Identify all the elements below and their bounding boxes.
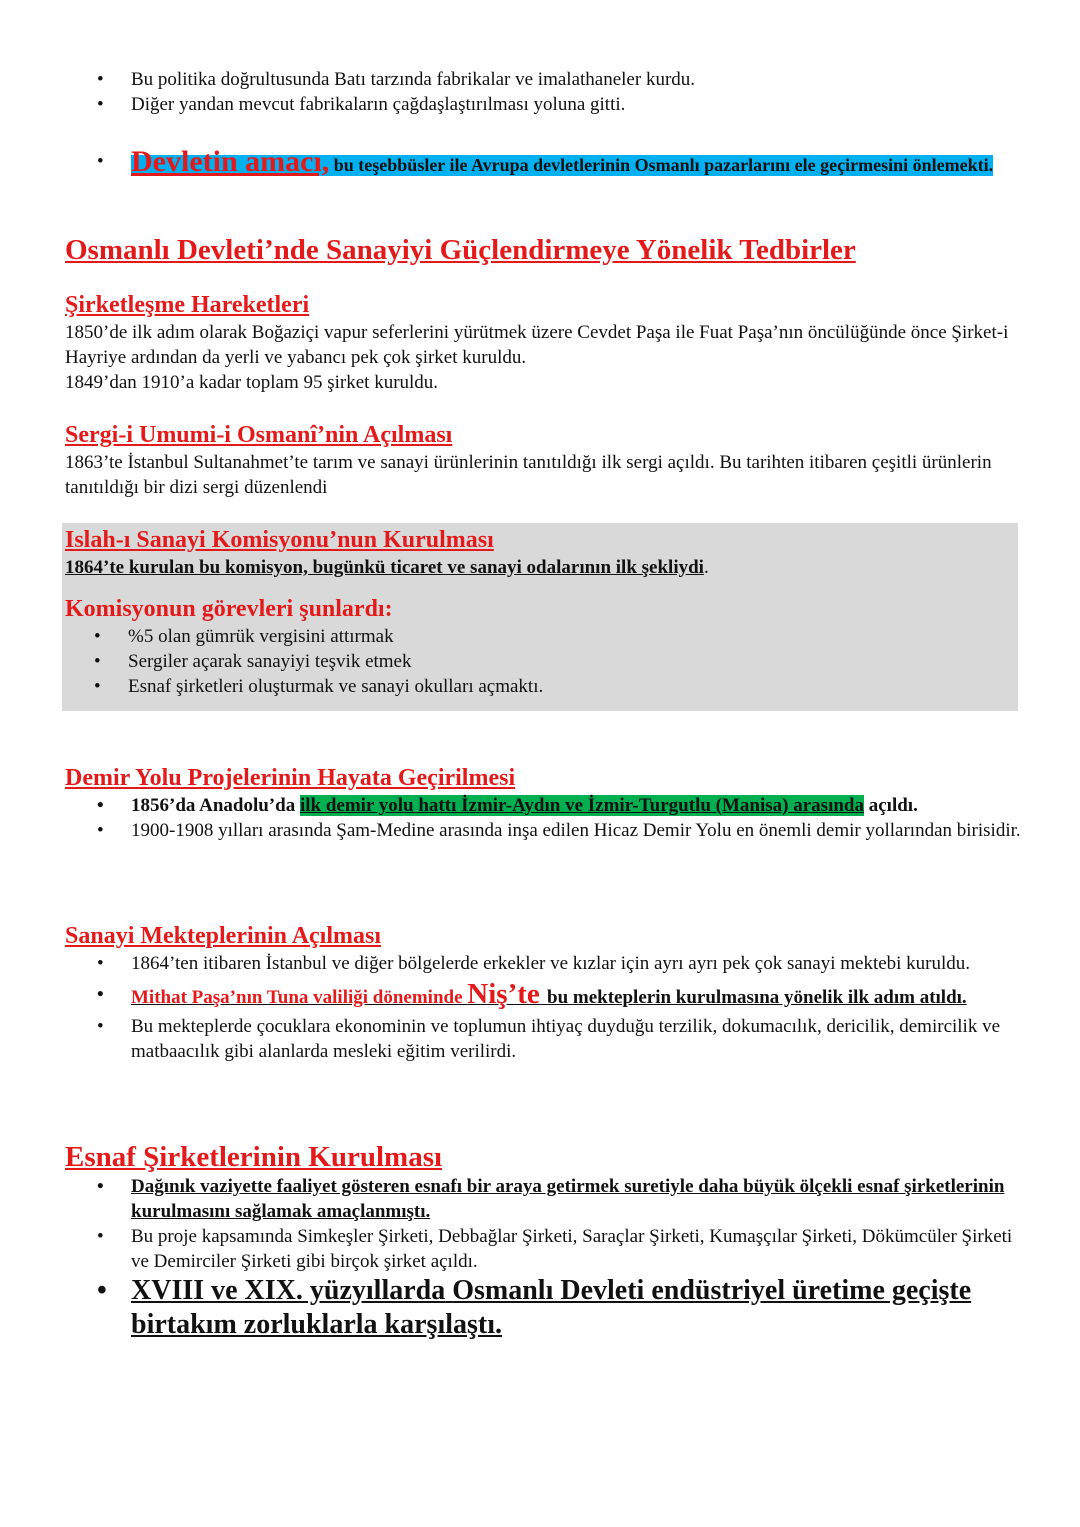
paragraph: 1864’te kurulan bu komisyon, bugünkü ticaret ve sanayi odalarının ilk şekliydi bbox=[65, 557, 704, 578]
list-item: • Bu mekteplerde çocuklara ekonominin ve toplumun ihtiyaç duyduğu terzilik, dokumacılık, dericilik, demircilik ve matbaacılık gibi alanlarda mesleki eğitim verilirdi. bbox=[65, 1014, 1025, 1064]
list-item: • %5 olan gümrük vergisini attırmak bbox=[62, 624, 1015, 649]
aim-lead: Devletin amacı, bbox=[131, 145, 330, 178]
section-title: Esnaf Şirketlerinin Kurulması bbox=[65, 1141, 443, 1173]
paragraph: 1850’de ilk adım olarak Boğaziçi vapur seferlerini yürütmek üzere Cevdet Paşa ile Fuat Paşa’nın öncülüğünde önce Şirket-i Hayriye ardından da yerli ve yabancı pek çok şirket kuruldu. bbox=[65, 322, 1009, 368]
paragraph: 1863’te İstanbul Sultanahmet’te tarım ve sanayi ürünlerinin tanıtıldığı ilk sergi açıldı. Bu tarihten itibaren çeşitli ürünlerin tanıtıldığı bir dizi sergi düzenlendi bbox=[65, 452, 992, 498]
section-title: Şirketleşme Hareketleri bbox=[65, 292, 310, 318]
list-item: • 1864’ten itibaren İstanbul ve diğer bölgelerde erkekler ve kızlar için ayrı ayrı pek çok sanayi mektebi kuruldu. bbox=[65, 951, 1025, 976]
section-title: Islah-ı Sanayi Komisyonu’nun Kurulması bbox=[65, 527, 494, 553]
list-item bbox=[65, 1274, 1025, 1342]
punctuation: . bbox=[703, 557, 709, 578]
text: XVIII ve XIX. yüzyıllarda bbox=[131, 1275, 446, 1306]
main-heading-block bbox=[65, 232, 1025, 268]
text: bu mekteplerin kurulmasına yönelik ilk adım atıldı. bbox=[547, 987, 967, 1008]
section-mektep bbox=[65, 921, 1025, 1064]
list-item: • 1900-1908 yılları arasında Şam-Medine arasında inşa edilen Hicaz Demir Yolu en önemli demir yollarından birisidir. bbox=[65, 818, 1025, 843]
list-item: • Dağınık vaziyette faaliyet gösteren esnafı bir araya getirmek suretiyle daha büyük ölçekli esnaf şirketlerinin kurulmasını sağlamak amaçlanmıştı. bbox=[65, 1174, 1025, 1224]
section-sirketlesme bbox=[65, 290, 1025, 395]
list-item: • Sergiler açarak sanayiyi teşvik etmek bbox=[62, 649, 1015, 674]
section-title: Sanayi Mekteplerinin Açılması bbox=[65, 923, 382, 949]
list-item bbox=[65, 145, 1025, 180]
list-item: • Esnaf şirketleri oluşturmak ve sanayi okulları açmaktı. bbox=[62, 674, 1015, 699]
list-item: • Bu politika doğrultusunda Batı tarzında fabrikalar ve imalathaneler kurdu. bbox=[65, 67, 1025, 92]
text: Niş’te bbox=[467, 978, 548, 1010]
text: açıldı. bbox=[864, 795, 918, 816]
subheading: Komisyonun görevleri şunlardı: bbox=[65, 596, 393, 622]
list-item bbox=[65, 793, 1025, 818]
section-esnaf bbox=[65, 1140, 1025, 1342]
list-item: • Diğer yandan mevcut fabrikaların çağdaşlaştırılması yoluna gitti. bbox=[65, 92, 1025, 117]
section-title: Demir Yolu Projelerinin Hayata Geçirilmesi bbox=[65, 765, 516, 791]
paragraph: 1849’dan 1910’a kadar toplam 95 şirket kuruldu. bbox=[65, 372, 439, 393]
highlighted-text: ilk demir yolu hattı İzmir-Aydın ve İzmir-Turgutlu (Manisa) arasında bbox=[299, 795, 864, 816]
aim-block bbox=[65, 145, 1025, 180]
list-item bbox=[65, 978, 1025, 1010]
list-item: • Bu proje kapsamında Simkeşler Şirketi, Debbağlar Şirketi, Saraçlar Şirketi, Kumaşçılar Şirketi, Dökümcüler Şirketi ve Demirciler Şirketi gibi birçok şirket açıldı. bbox=[65, 1224, 1025, 1274]
text: Mithat Paşa’nın Tuna valiliği döneminde bbox=[131, 987, 468, 1008]
main-heading: Osmanlı Devleti’nde Sanayiyi Güçlendirmeye Yönelik Tedbirler bbox=[65, 234, 856, 266]
section-title: Sergi-i Umumi-i Osmanî’nin Açılması bbox=[65, 422, 453, 448]
text: Osmanlı Devleti endüstriyel üretime geçişte birtakım zorluklarla karşılaştı. bbox=[131, 1275, 972, 1340]
text: 1856’da Anadolu’da bbox=[131, 795, 300, 816]
aim-text: bu teşebbüsler ile Avrupa devletlerinin Osmanlı pazarlarını ele geçirmesini önlemekti. bbox=[329, 155, 994, 175]
intro-list bbox=[65, 67, 1025, 117]
section-sergi bbox=[65, 420, 1025, 500]
section-islah bbox=[62, 523, 1018, 711]
section-demiryolu bbox=[65, 763, 1025, 843]
